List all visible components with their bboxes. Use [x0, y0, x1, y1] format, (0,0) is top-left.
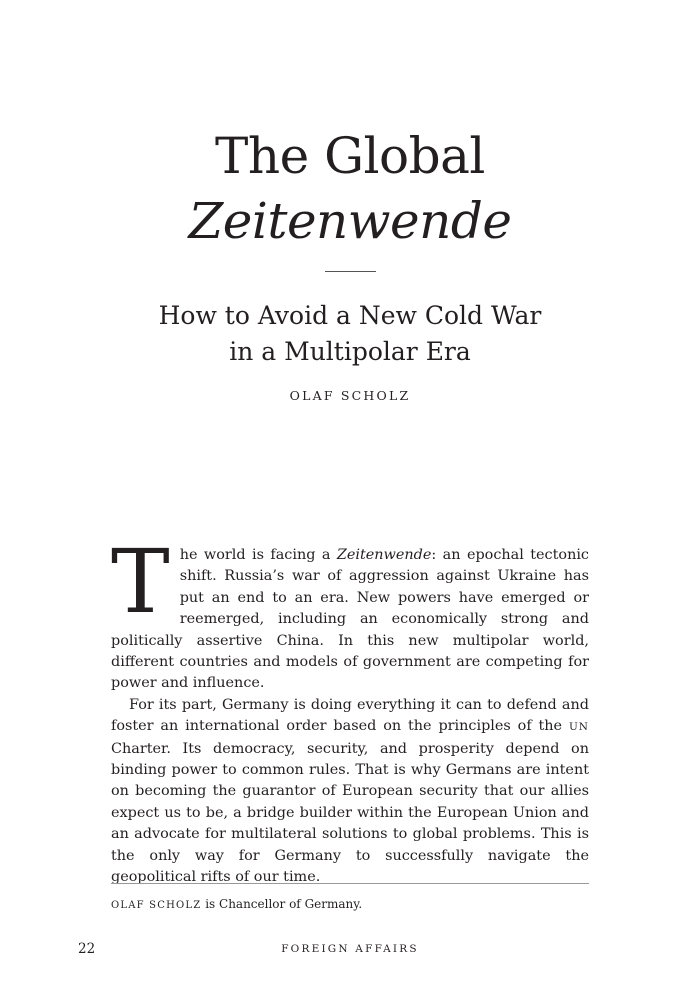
p2-text-start: For its part, Germany is doing everything it can to defend and foster an international order based on the principles of the	[111, 696, 589, 735]
footnote-author-name: OLAF SCHOLZ	[111, 900, 202, 911]
article-body	[111, 530, 589, 889]
p2-text-rest: Charter. Its democracy, security, and prosperity depend on binding power to common rules. That is why Germans are intent on becoming the guarantor of European security that our allies expect us to be, a bridge builder within the European Union and an advocate for multilateral solutions to global problems. This is the only way for Germany to successfully navigate the geopolitical rifts of our time.	[111, 740, 589, 886]
subtitle-line-2: in a Multipolar Era	[229, 337, 471, 366]
page-number: 22	[78, 941, 96, 957]
footnote-divider	[111, 883, 589, 884]
p2-un-abbrev: UN	[568, 721, 589, 734]
subtitle-line-1: How to Avoid a New Cold War	[158, 301, 542, 330]
article-subtitle	[0, 298, 700, 370]
author-footnote	[111, 896, 589, 914]
author-byline: OLAF SCHOLZ	[289, 388, 411, 403]
article-title-line-1: The Global	[215, 127, 485, 185]
drop-cap: T	[111, 530, 170, 633]
publication-name: FOREIGN AFFAIRS	[281, 943, 419, 955]
article-title-line-2: Zeitenwende	[188, 192, 512, 250]
body-paragraph-2	[111, 695, 589, 889]
title-divider	[325, 271, 376, 272]
body-paragraph-1	[111, 530, 589, 695]
footnote-text: is Chancellor of Germany.	[201, 897, 363, 911]
p1-italic-term: Zeitenwende	[336, 547, 432, 563]
p1-text-start: he world is facing a	[179, 547, 337, 563]
p1-text-rest: : an epochal tectonic shift. Russia’s war of aggression against Ukraine has put an end to an era. New powers have emerged or reemerged, including an economically strong and politically assertive China. In this new multipolar world, different countries and models of government are competing for power and influence.	[111, 547, 589, 692]
